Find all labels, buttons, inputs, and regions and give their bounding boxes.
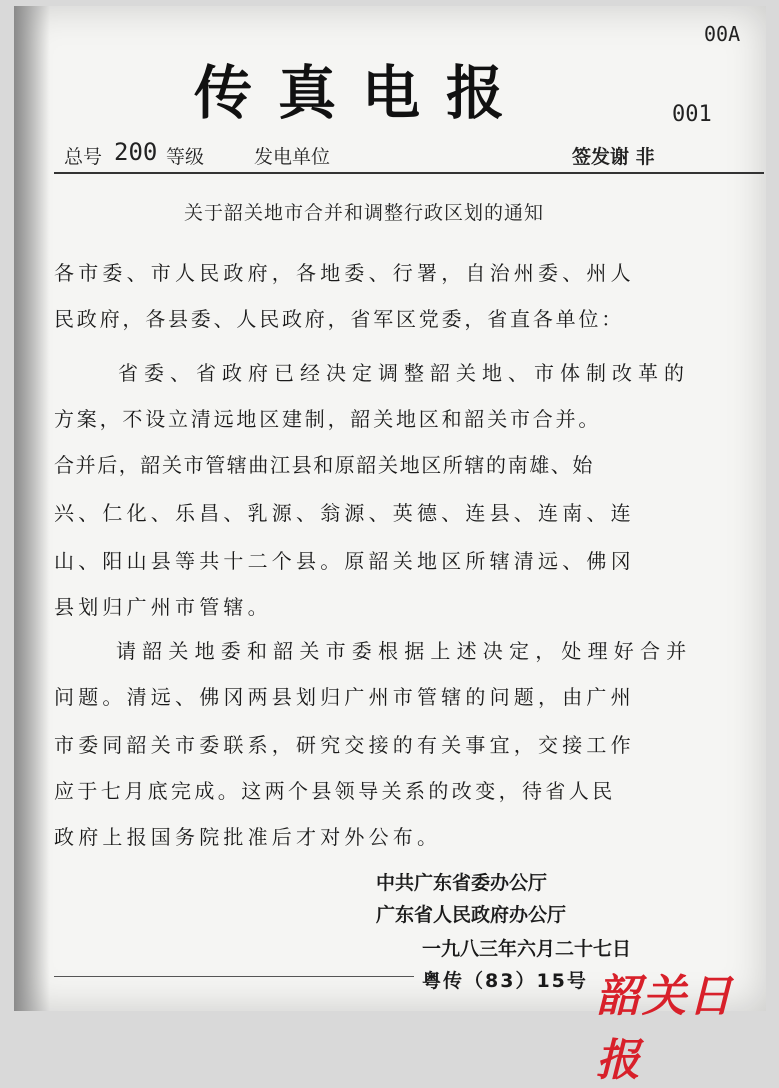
header-row bbox=[64, 138, 764, 174]
body-line: 县划归广州市管辖。 bbox=[54, 595, 272, 619]
grade-label: 等级 bbox=[166, 146, 205, 168]
document-sheet bbox=[14, 6, 766, 1011]
body-line: 问题。清远、佛冈两县划归广州市管辖的问题，由广州 bbox=[54, 685, 635, 709]
body-line: 请韶关地委和韶关市委根据上述决定，处理好合并 bbox=[116, 639, 693, 663]
body-line: 方案，不设立清远地区建制，韶关地区和韶关市合并。 bbox=[54, 407, 602, 431]
signer: 签发谢 非 bbox=[572, 146, 655, 168]
body-line: 合并后，韶关市管辖曲江县和原韶关地区所辖的南雄、始 bbox=[54, 453, 594, 477]
newspaper-watermark-logo: 韶关日报 bbox=[596, 971, 734, 1086]
document-title: 传真电报 bbox=[194, 59, 531, 127]
signature-date: 一九八三年六月二十七日 bbox=[422, 938, 632, 960]
notice-subject: 关于韶关地市合并和调整行政区划的通知 bbox=[184, 202, 545, 224]
serial-number: 200 bbox=[114, 138, 158, 166]
body-line: 省委、省政府已经决定调整韶关地、市体制改革的 bbox=[118, 361, 690, 385]
body-line: 应于七月底完成。这两个县领导关系的改变，待省人民 bbox=[54, 779, 616, 803]
doc-code-top: 00A bbox=[704, 22, 741, 46]
sender-label: 发电单位 bbox=[254, 146, 331, 168]
signature-government-office: 广东省人民政府办公厅 bbox=[376, 904, 567, 926]
body-line: 山、阳山县等共十二个县。原韶关地区所辖清远、佛冈 bbox=[54, 549, 635, 573]
body-line: 市委同韶关市委联系，研究交接的有关事宜，交接工作 bbox=[54, 733, 635, 757]
body-line: 兴、仁化、乐昌、乳源、翁源、英德、连县、连南、连 bbox=[54, 501, 635, 525]
document-number: 粤传（83）15号 bbox=[422, 970, 588, 992]
signature-party-office: 中共广东省委办公厅 bbox=[376, 872, 548, 894]
doc-code-sub: 001 bbox=[672, 102, 712, 127]
body-line: 政府上报国务院批准后才对外公布。 bbox=[54, 825, 442, 849]
serial-label: 总号 bbox=[64, 146, 103, 168]
header-rule bbox=[54, 172, 764, 174]
scan-edge-shadow bbox=[14, 6, 50, 1011]
bottom-rule bbox=[54, 976, 414, 977]
body-line: 民政府，各县委、人民政府，省军区党委，省直各单位： bbox=[54, 307, 624, 331]
body-line: 各市委、市人民政府，各地委、行署，自治州委、州人 bbox=[54, 261, 635, 285]
